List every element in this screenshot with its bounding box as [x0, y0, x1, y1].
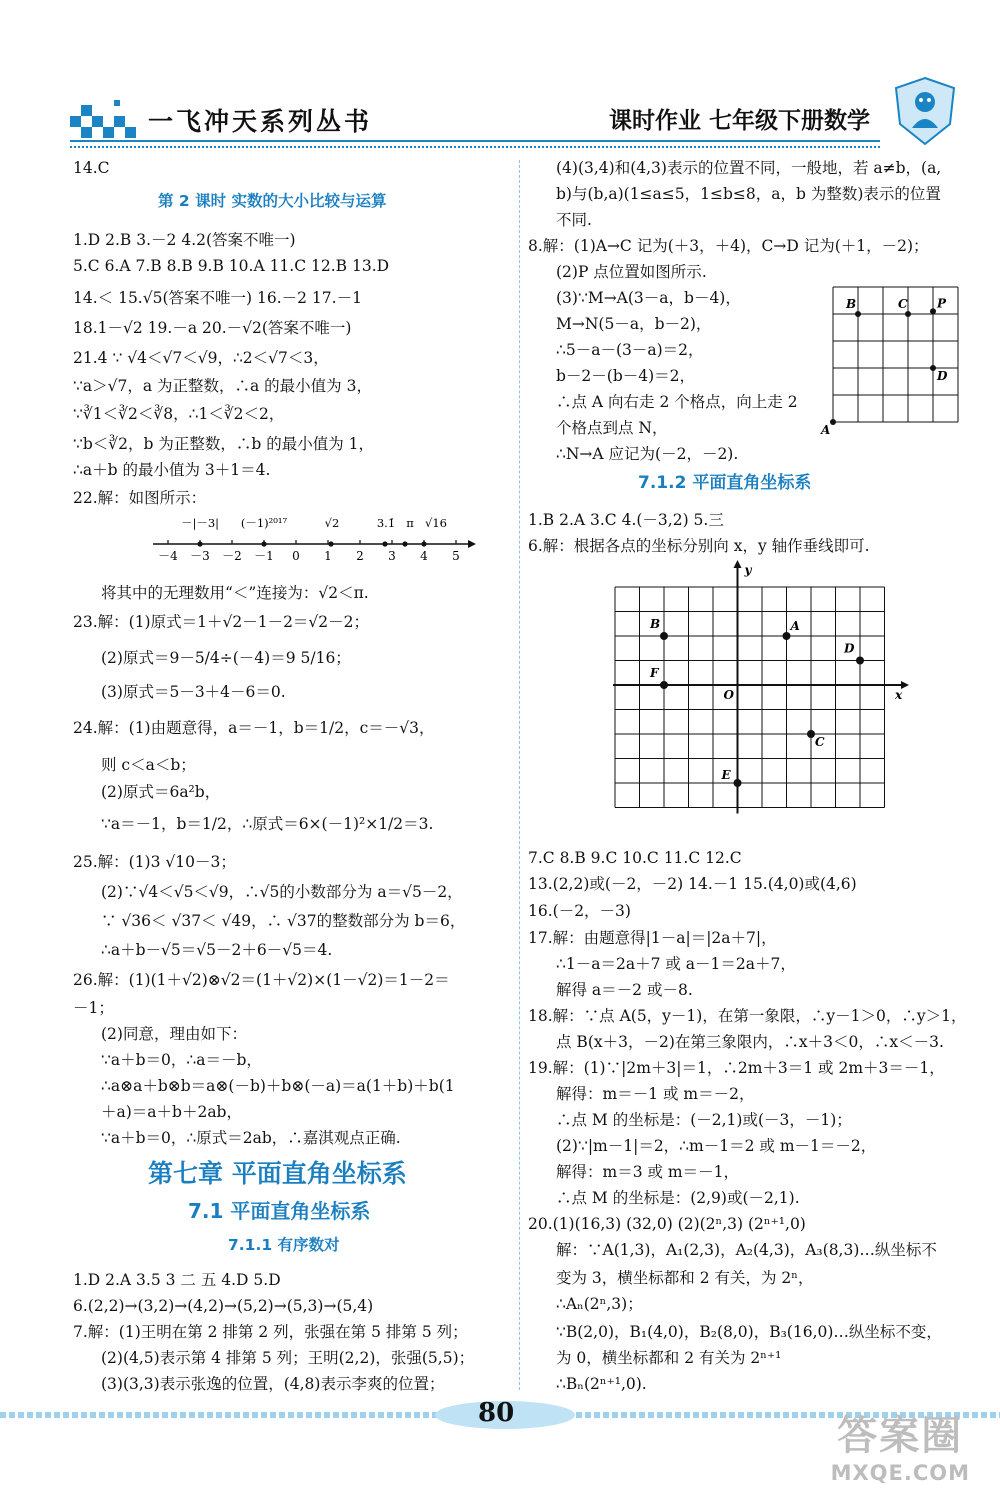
answer-line: ∴Bₙ(2ⁿ⁺¹,0). — [556, 1375, 647, 1393]
number-line-tick-label: －2 — [222, 549, 242, 563]
coordinate-point-label: E — [721, 768, 731, 782]
number-line-point — [261, 541, 266, 546]
answer-line: 24.解：(1)由题意得，a＝－1，b＝1/2，c＝－√3， — [73, 719, 435, 737]
answer-line: 个格点到点 N， — [556, 419, 668, 437]
answer-line: 7.解：(1)王明在第 2 排第 2 列，张强在第 5 排第 5 列； — [73, 1323, 468, 1341]
answer-line: 则 c＜a＜b； — [101, 756, 196, 774]
grid-point-label: C — [898, 297, 908, 311]
number-line-tick-label: －3 — [190, 549, 210, 563]
grid-point — [930, 365, 936, 371]
grid-point-label: D — [937, 369, 948, 383]
answer-line: 13.(2,2)或(－2，－2) 14.－1 15.(4,0)或(4,6) — [528, 875, 857, 893]
mascot-icon — [890, 76, 960, 146]
answer-line: 解得：m＝－1 或 m＝－2， — [556, 1085, 755, 1103]
answer-line: ∵a＝－1，b＝1/2，∴原式＝6×(－1)²×1/2＝3. — [101, 815, 434, 833]
grid-point — [830, 419, 836, 425]
answer-line: 20.(1)(16,3) (32,0) (2)(2ⁿ,3) (2ⁿ⁺¹,0) — [528, 1215, 806, 1233]
answer-line: 16.(－2，－3) — [528, 902, 631, 920]
grid-point-label: A — [821, 423, 831, 435]
answer-line: ∴点 A 向右走 2 个格点，向上走 2 — [556, 393, 798, 411]
subsection-title: 7.1.2 平面直角坐标系 — [638, 473, 812, 493]
answer-line: ∵a＞√7，a 为正整数，∴a 的最小值为 3， — [73, 377, 372, 395]
number-line-point-label: π — [406, 516, 414, 530]
answer-line: (2)(4,5)表示第 4 排第 5 列；王明(2,2)，张强(5,5)； — [101, 1349, 475, 1367]
page-header — [70, 88, 970, 148]
answer-line: ∴点 M 的坐标是：(2,9)或(－2,1). — [556, 1189, 800, 1207]
watermark-logo-text: 答案圈 — [837, 1413, 964, 1459]
coordinate-point — [660, 632, 668, 640]
answer-line: (2)原式＝6a²b， — [101, 783, 221, 801]
answer-line: ＋a)＝a＋b＋2ab， — [101, 1103, 242, 1121]
answer-line: 23.解：(1)原式＝1＋√2－1－2＝√2－2； — [73, 613, 370, 631]
answer-line: 解得：m＝3 或 m＝－1， — [556, 1163, 739, 1181]
logo-blocks-icon — [70, 98, 140, 138]
answer-line: ∴a⊗a＋b⊗b＝a⊗(－b)＋b⊗(－a)＝a(1＋b)＋b(1 — [101, 1077, 455, 1095]
answer-line: ∵ √36＜ √37＜ √49，∴ √37的整数部分为 b＝6， — [101, 912, 466, 930]
x-axis-label: x — [895, 688, 903, 702]
series-title: 一飞冲天系列丛书 — [148, 107, 373, 136]
answer-line: ∵a＋b＝0，∴原式＝2ab，∴嘉淇观点正确. — [101, 1129, 401, 1147]
y-axis-label: y — [744, 563, 752, 577]
number-line-tick-label: －4 — [158, 549, 178, 563]
answer-line: 26.解：(1)(1＋√2)⊗√2＝(1＋√2)×(1－√2)＝1－2＝ — [73, 971, 450, 989]
coordinate-grid-figure — [613, 560, 913, 845]
number-line-point — [382, 541, 387, 546]
coordinate-point-label: B — [650, 617, 661, 631]
answer-line: b)与(b,a)(1≤a≤5，1≤b≤8，a，b 为整数)表示的位置 — [556, 185, 941, 203]
answer-line: 解得 a＝－2 或－8. — [556, 981, 693, 999]
grid-point-label: P — [937, 296, 947, 311]
number-line-point-label: √2 — [324, 516, 340, 530]
number-line-point-label: －|－3| — [180, 516, 220, 530]
answer-line: (2)P 点位置如图所示. — [556, 263, 707, 281]
grid-point — [930, 308, 936, 314]
answer-line: 1.D 2.A 3.5 3 二 五 4.D 5.D — [73, 1271, 281, 1289]
answer-line: 6.(2,2)→(3,2)→(4,2)→(5,2)→(5,3)→(5,4) — [73, 1297, 374, 1315]
answer-line: ∴a＋b 的最小值为 3＋1＝4. — [73, 461, 271, 479]
answer-line: ∴N→A 应记为(－2，－2). — [556, 445, 739, 463]
subsection-title: 7.1.1 有序数对 — [228, 1236, 340, 1254]
answer-line: 19.解：(1)∵|2m＋3|＝1，∴2m＋3＝1 或 2m＋3＝－1， — [528, 1059, 945, 1077]
coordinate-point-label: F — [650, 666, 659, 680]
answer-line: 1.B 2.A 3.C 4.(－3,2) 5.三 — [528, 511, 724, 529]
number-line-point — [328, 541, 333, 546]
answer-line: (3)(3,3)表示张逸的位置，(4,8)表示李爽的位置； — [101, 1375, 445, 1393]
answer-line: (2)同意，理由如下： — [101, 1025, 247, 1043]
answer-line: 5.C 6.A 7.B 8.B 9.B 10.A 11.C 12.B 13.D — [73, 257, 390, 275]
number-line-figure — [148, 513, 478, 568]
answer-line: 18.1－√2 19.－a 20.－√2(答案不唯一) — [73, 319, 352, 337]
answer-line: 解：∵A(1,3)，A₁(2,3)，A₂(4,3)，A₃(8,3)…纵坐标不 — [556, 1241, 937, 1259]
coordinate-point-label: A — [790, 619, 800, 633]
number-line-tick-label: 2 — [356, 549, 364, 563]
coordinate-point-label: D — [844, 641, 855, 656]
answer-line: ∵b＜∛2，b 为正整数，∴b 的最小值为 1， — [73, 435, 375, 453]
number-line-tick-label: 3 — [388, 549, 396, 563]
y-axis-arrow — [734, 560, 742, 568]
answer-line: 变为 3，横坐标都和 2 有关，为 2ⁿ， — [556, 1269, 814, 1287]
answer-line: ∴Aₙ(2ⁿ,3)； — [556, 1295, 643, 1313]
number-line-point-label: √16 — [425, 516, 447, 530]
answer-line: (2)∵√4＜√5＜√9，∴√5的小数部分为 a＝√5－2， — [101, 883, 463, 901]
coordinate-point — [660, 681, 668, 689]
answer-line: ∴点 M 的坐标是：(－2,1)或(－3，－1)； — [556, 1111, 852, 1129]
number-line-point-label: 3.1̇ — [376, 516, 396, 530]
answer-line: M→N(5－a，b－2)， — [556, 315, 712, 333]
coordinate-point-label: O — [723, 688, 734, 702]
answer-line: 25.解：(1)3 √10－3； — [73, 853, 236, 871]
answer-line: 不同. — [556, 211, 592, 229]
answer-line: (2)∵|m－1|＝2，∴m－1＝2 或 m－1＝－2， — [556, 1137, 877, 1155]
number-line-point — [197, 541, 202, 546]
answer-line: ∴5－a－(3－a)＝2， — [556, 341, 704, 359]
answer-line: ∵B(2,0)，B₁(4,0)，B₂(8,0)，B₃(16,0)…纵坐标不变， — [556, 1323, 942, 1341]
answer-line: 14.C — [73, 159, 110, 177]
grid-point — [855, 311, 861, 317]
number-line-point — [402, 541, 407, 546]
answer-line: (2)原式＝9－5/4÷(－4)＝9 5/16； — [101, 649, 351, 667]
answer-line: b－2－(b－4)＝2， — [556, 367, 696, 385]
answer-line: ∵∛1＜∛2＜∛8，∴1＜∛2＜2， — [73, 405, 285, 423]
number-line-tick-label: 1 — [324, 549, 332, 563]
grid-figure-q8 — [818, 275, 968, 435]
number-line-tick-label: －1 — [254, 549, 274, 563]
answer-line: 7.C 8.B 9.C 10.C 11.C 12.C — [528, 849, 742, 867]
chapter-title: 第七章 平面直角坐标系 — [148, 1159, 407, 1188]
answer-line: 将其中的无理数用“＜”连接为：√2＜π. — [101, 584, 369, 602]
coordinate-point — [807, 730, 815, 738]
grid-point — [905, 311, 911, 317]
header-rule — [70, 140, 880, 148]
answer-line: (4)(3,4)和(4,3)表示的位置不同，一般地，若 a≠b，(a, — [556, 159, 942, 177]
answer-line: (3)∵M→A(3－a，b－4)， — [556, 289, 741, 307]
watermark-url: MXQE.COM — [830, 1461, 970, 1485]
number-line-tick-label: 5 — [452, 549, 460, 563]
answer-line: 17.解：由题意得|1－a|＝|2a＋7|， — [528, 929, 777, 947]
book-title: 课时作业 七年级下册数学 — [608, 108, 870, 134]
column-divider — [519, 160, 520, 1390]
coordinate-point — [783, 632, 791, 640]
section-title: 7.1 平面直角坐标系 — [188, 1199, 371, 1223]
answer-line: 为 0，横坐标都和 2 有关为 2ⁿ⁺¹ — [556, 1349, 782, 1367]
coordinate-point-label: C — [815, 735, 825, 749]
answer-line: －1； — [73, 999, 114, 1017]
answer-line: ∴a＋b－√5＝√5－2＋6－√5＝4. — [101, 941, 333, 959]
answer-line: (3)原式＝5－3＋4－6＝0. — [101, 683, 286, 701]
number-line-tick-label: 4 — [420, 549, 428, 563]
answer-line: 1.D 2.B 3.－2 4.2(答案不唯一) — [73, 231, 296, 249]
answer-line: 8.解：(1)A→C 记为(＋3，＋4)，C→D 记为(＋1，－2)； — [528, 237, 929, 255]
coordinate-point — [734, 779, 742, 787]
answer-line: 18.解：∵点 A(5，y－1)，在第一象限，∴y－1＞0，∴y＞1， — [528, 1007, 967, 1025]
answer-line: 21.4 ∵ √4＜√7＜√9，∴2＜√7＜3， — [73, 349, 329, 367]
x-axis-arrow — [901, 681, 909, 689]
number-line-tick-label: 0 — [292, 549, 300, 563]
watermark — [831, 1404, 970, 1485]
number-line-point — [421, 541, 426, 546]
page-number: 80 — [478, 1398, 515, 1428]
answer-line: ∴1－a＝2a＋7 或 a－1＝2a＋7， — [556, 955, 796, 973]
coordinate-point — [856, 657, 864, 665]
lesson-heading: 第 2 课时 实数的大小比较与运算 — [158, 192, 387, 210]
answer-line: ∵a＋b＝0，∴a＝－b， — [101, 1051, 262, 1069]
grid-point-label: B — [846, 297, 857, 311]
answer-line: 22.解：如图所示： — [73, 489, 207, 507]
answer-line: 点 B(x＋3，－2)在第三象限内，∴x＋3＜0，∴x＜－3. — [556, 1033, 944, 1051]
answer-line: 6.解：根据各点的坐标分别向 x，y 轴作垂线即可. — [528, 537, 870, 555]
answer-line: 14.＜ 15.√5(答案不唯一) 16.－2 17.－1 — [73, 289, 362, 307]
number-line-point-label: (－1)²⁰¹⁷ — [240, 516, 288, 530]
